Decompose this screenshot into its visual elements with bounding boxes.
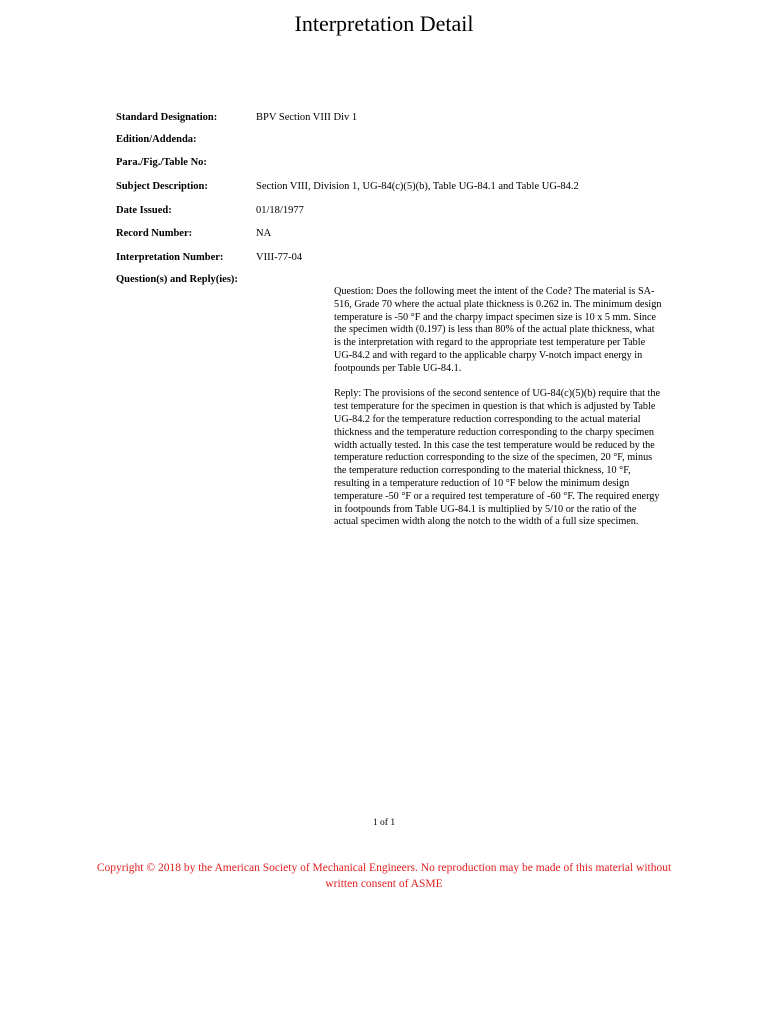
field-label: Question(s) and Reply(ies): (116, 274, 238, 285)
field-label: Standard Designation: (116, 112, 218, 123)
field-label: Date Issued: (116, 205, 172, 216)
field-label: Interpretation Number: (116, 252, 224, 263)
question-text: Question: Does the following meet the intent of the Code? The material is SA-516, Grade 70 where the actual plate thickness is 0.262 in. The minimum design temperature is -50 °F and the charpy impact specimen size is 10 x 5 mm. Since the specimen width (0.197) is less than 80% of the actual plate thickness, what is the interpretation with regard to the appropriate test temperature per Table UG-84.2 and with regard to the applicable charpy V-notch impact energy in footpounds per Table UG-84.1. (334, 286, 662, 374)
field-value: 01/18/1977 (256, 205, 304, 216)
page-number: 1 of 1 (372, 818, 396, 828)
field-value: BPV Section VIII Div 1 (256, 112, 358, 123)
field-value: NA (256, 228, 272, 239)
copyright-notice: Copyright © 2018 by the American Society of Mechanical Engineers. No reproduction may be made of this material without written consent of ASME (96, 862, 672, 890)
field-value: Section VIII, Division 1, UG-84(c)(5)(b), Table UG-84.1 and Table UG-84.2 (256, 181, 579, 192)
field-label: Subject Description: (116, 181, 208, 192)
reply-text: Reply: The provisions of the second sentence of UG-84(c)(5)(b) require that the test temperature for the specimen in question is that which is adjusted by Table UG-84.2 for the temperature reduction corresponding to the actual material thickness and the temperature reduction corresponding to the charpy specimen width actually tested. In this case the test temperature would be reduced by the temperature reduction corresponding to the size of the specimen, 20 °F, minus the temperature reduction corresponding to the material thickness, 10 °F, resulting in a temperature reduction of 10 °F below the minimum design temperature -50 °F or a required test temperature of -60 °F. The required energy in footpounds from Table UG-84.1 is multiplied by 5/10 or the ratio of the actual specimen width along the notch to the width of a full size specimen. (334, 388, 660, 528)
page-title: Interpretation Detail (294, 11, 474, 36)
field-label: Para./Fig./Table No: (116, 157, 207, 168)
question-reply-block (334, 286, 662, 542)
field-value: VIII-77-04 (256, 252, 303, 263)
field-label: Edition/Addenda: (116, 134, 197, 145)
field-label: Record Number: (116, 228, 193, 239)
